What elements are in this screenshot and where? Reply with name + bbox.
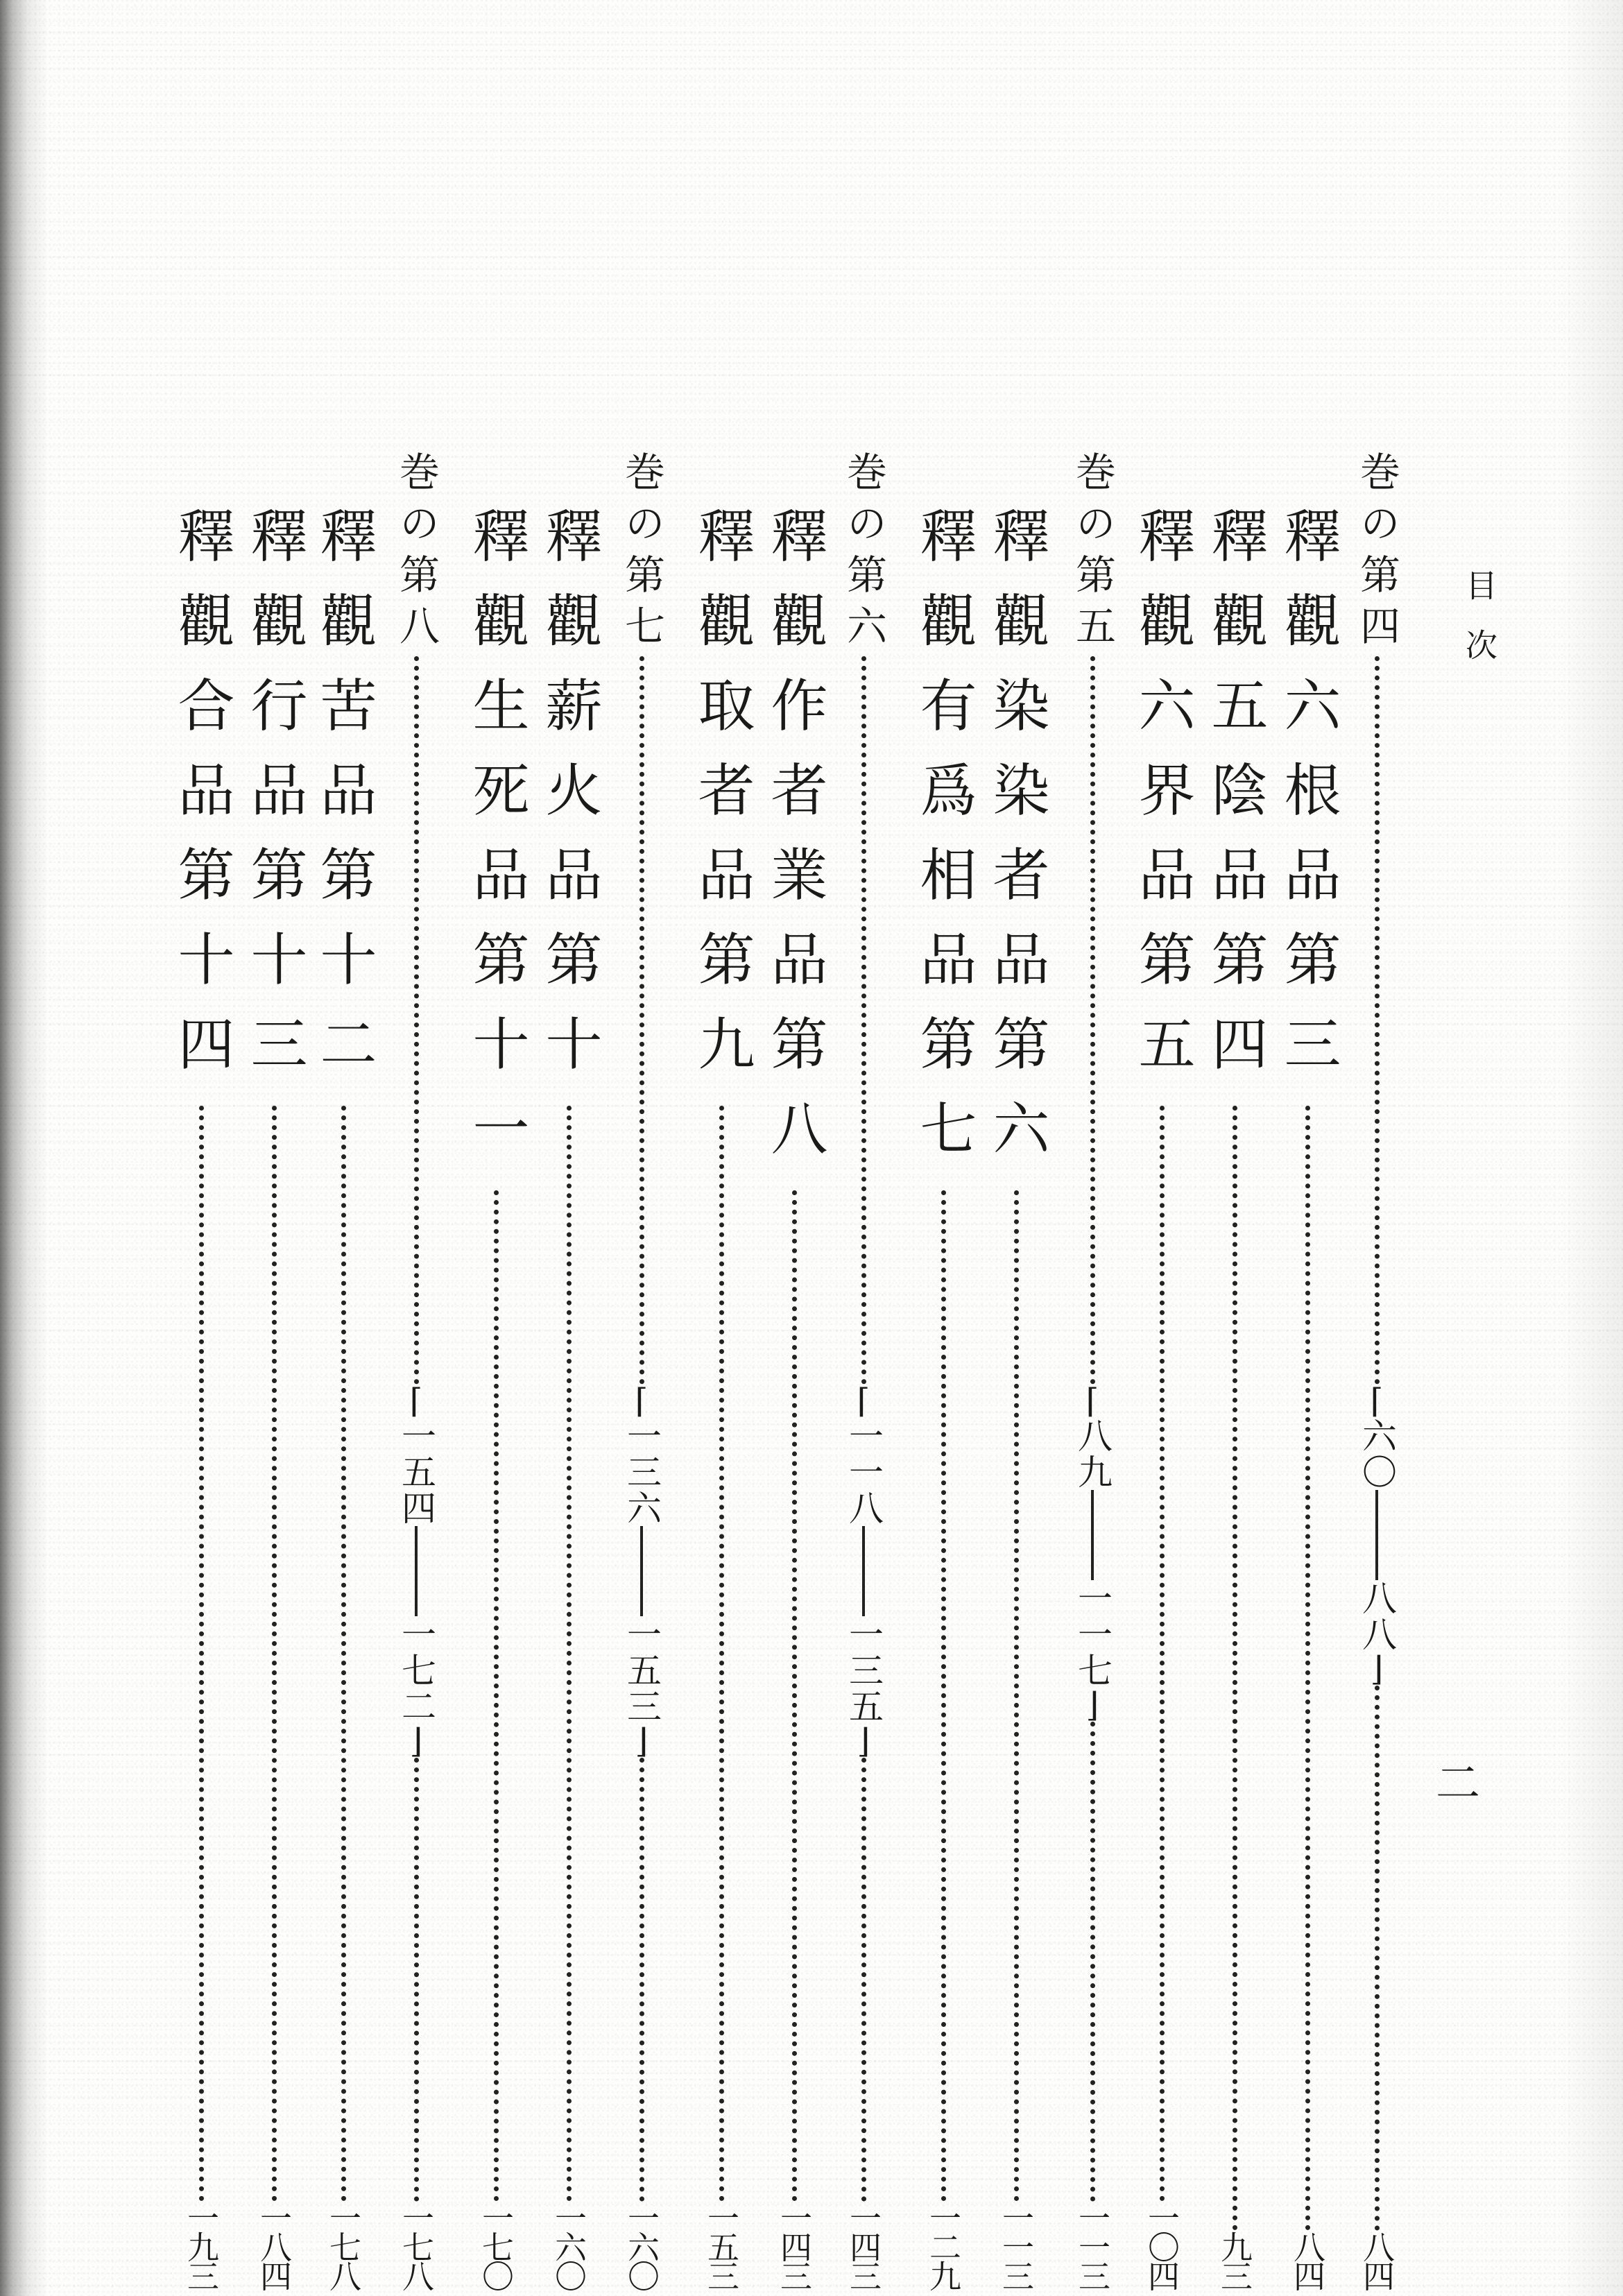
range-dash bbox=[415, 1526, 418, 1616]
range-dash bbox=[1091, 1490, 1094, 1580]
dotted-leader bbox=[1305, 1106, 1310, 2231]
page-edge bbox=[1561, 0, 1623, 2296]
bracket-close: ⌋ bbox=[1370, 1650, 1384, 1688]
toc-entry[interactable] bbox=[312, 506, 375, 2289]
entry-title: 釋觀六根品第三 bbox=[1275, 506, 1341, 1099]
page-number: 一六〇 bbox=[623, 2202, 660, 2289]
page-number: 一八四 bbox=[255, 2202, 293, 2289]
page-number: 一四三 bbox=[845, 2202, 882, 2289]
bracket-close: ⌋ bbox=[857, 1722, 870, 1760]
volume-heading[interactable] bbox=[610, 451, 673, 2289]
range-dash bbox=[862, 1526, 865, 1616]
toc-entry[interactable] bbox=[763, 506, 825, 2289]
entry-title: 釋觀行品第十三 bbox=[241, 506, 307, 1099]
toc-entry[interactable] bbox=[1203, 506, 1266, 2289]
range-dash bbox=[1375, 1490, 1378, 1580]
toc-entry[interactable] bbox=[690, 506, 753, 2289]
dotted-leader bbox=[341, 1106, 346, 2202]
toc-entry[interactable] bbox=[170, 506, 232, 2289]
dotted-leader bbox=[567, 1106, 572, 2202]
range-end: 一三五 bbox=[843, 1616, 884, 1724]
dotted-leader bbox=[719, 1106, 724, 2202]
page-number: 一二九 bbox=[925, 2202, 962, 2289]
range-start: 六〇 bbox=[1357, 1418, 1397, 1490]
volume-heading[interactable] bbox=[832, 451, 895, 2289]
entry-title: 釋觀苦品第十二 bbox=[311, 506, 377, 1099]
volume-heading[interactable] bbox=[385, 451, 447, 2289]
range-start: 一一八 bbox=[843, 1418, 884, 1526]
bracket-close: ⌋ bbox=[409, 1722, 423, 1760]
volume-heading[interactable] bbox=[1061, 451, 1124, 2289]
page-number: 一九三 bbox=[182, 2202, 220, 2289]
dotted-leader bbox=[792, 1190, 797, 2202]
range-start: 一三六 bbox=[621, 1418, 662, 1526]
page-number: 一七八 bbox=[397, 2202, 435, 2289]
dotted-leader bbox=[861, 1758, 866, 2202]
volume-title: 巻の第八 bbox=[393, 451, 440, 656]
volume-title: 巻の第四 bbox=[1353, 451, 1400, 656]
bracket-open: ⌈ bbox=[857, 1382, 870, 1421]
page-number: 八四 bbox=[1289, 2231, 1326, 2289]
toc-entry[interactable] bbox=[465, 506, 527, 2289]
page-number: 八四 bbox=[1358, 2231, 1396, 2289]
dotted-leader bbox=[861, 656, 866, 1385]
dotted-leader bbox=[1090, 656, 1095, 1385]
toc-entry[interactable] bbox=[1131, 506, 1193, 2289]
dotted-leader bbox=[272, 1106, 277, 2202]
volume-heading[interactable] bbox=[1346, 451, 1408, 2289]
dotted-leader bbox=[639, 656, 644, 1385]
page-number: 一七〇 bbox=[477, 2202, 515, 2289]
entry-title: 釋觀生死品第十一 bbox=[463, 506, 529, 1183]
page-number: 一七八 bbox=[325, 2202, 362, 2289]
dotted-leader bbox=[414, 656, 419, 1385]
entry-title: 釋觀染染者品第六 bbox=[984, 506, 1049, 1183]
dotted-leader bbox=[1375, 1686, 1380, 2231]
page-number: 一四三 bbox=[775, 2202, 813, 2289]
entry-title: 釋觀六界品第五 bbox=[1129, 506, 1195, 1099]
dotted-leader bbox=[941, 1190, 946, 2202]
page-number: 一五三 bbox=[703, 2202, 740, 2289]
range-start: 一五四 bbox=[396, 1418, 436, 1526]
volume-title: 巻の第五 bbox=[1069, 451, 1116, 656]
toc-entry[interactable] bbox=[985, 506, 1047, 2289]
dotted-leader bbox=[1090, 1722, 1095, 2202]
bracket-close: ⌋ bbox=[635, 1722, 649, 1760]
dotted-leader bbox=[1233, 1106, 1237, 2231]
entry-title: 釋觀五陰品第四 bbox=[1202, 506, 1268, 1099]
entry-title: 釋觀有爲相品第七 bbox=[911, 506, 977, 1183]
toc-entry[interactable] bbox=[538, 506, 600, 2289]
range-end: 一一七 bbox=[1072, 1580, 1113, 1688]
entry-title: 釋觀薪火品第十 bbox=[536, 506, 602, 1099]
binding-shadow bbox=[0, 0, 49, 2296]
bracket-close: ⌋ bbox=[1085, 1686, 1099, 1724]
page-number: 一〇四 bbox=[1143, 2202, 1180, 2289]
bracket-open: ⌈ bbox=[1085, 1382, 1099, 1421]
entry-title: 釋觀取者品第九 bbox=[689, 506, 755, 1099]
entry-title: 釋觀作者業品第八 bbox=[762, 506, 827, 1183]
page-header: 目次 bbox=[1461, 569, 1498, 688]
range-dash bbox=[640, 1526, 643, 1616]
dotted-leader bbox=[414, 1758, 419, 2202]
bracket-open: ⌈ bbox=[409, 1382, 423, 1421]
volume-title: 巻の第六 bbox=[840, 451, 887, 656]
dotted-leader bbox=[1375, 656, 1380, 1385]
bracket-open: ⌈ bbox=[1370, 1382, 1384, 1421]
folio-number: 二 bbox=[1436, 1758, 1480, 1810]
bracket-open: ⌈ bbox=[635, 1382, 649, 1421]
toc-entry[interactable] bbox=[243, 506, 305, 2289]
dotted-leader bbox=[1160, 1106, 1165, 2202]
range-end: 一五三 bbox=[621, 1616, 662, 1724]
page-number: 一六〇 bbox=[550, 2202, 587, 2289]
dotted-leader bbox=[639, 1758, 644, 2202]
range-start: 八九 bbox=[1072, 1418, 1113, 1490]
volume-title: 巻の第七 bbox=[618, 451, 665, 656]
dotted-leader bbox=[199, 1106, 204, 2202]
page-number: 一一三 bbox=[1074, 2202, 1111, 2289]
range-end: 一七二 bbox=[396, 1616, 436, 1724]
dotted-leader bbox=[494, 1190, 499, 2202]
page-number: 九三 bbox=[1216, 2231, 1253, 2289]
toc-entry[interactable] bbox=[911, 506, 977, 2289]
toc-entry[interactable] bbox=[1276, 506, 1339, 2289]
page-number: 一一三 bbox=[997, 2202, 1035, 2289]
range-end: 八八 bbox=[1357, 1580, 1397, 1652]
dotted-leader bbox=[1014, 1190, 1019, 2202]
entry-title: 釋觀合品第十四 bbox=[169, 506, 234, 1099]
